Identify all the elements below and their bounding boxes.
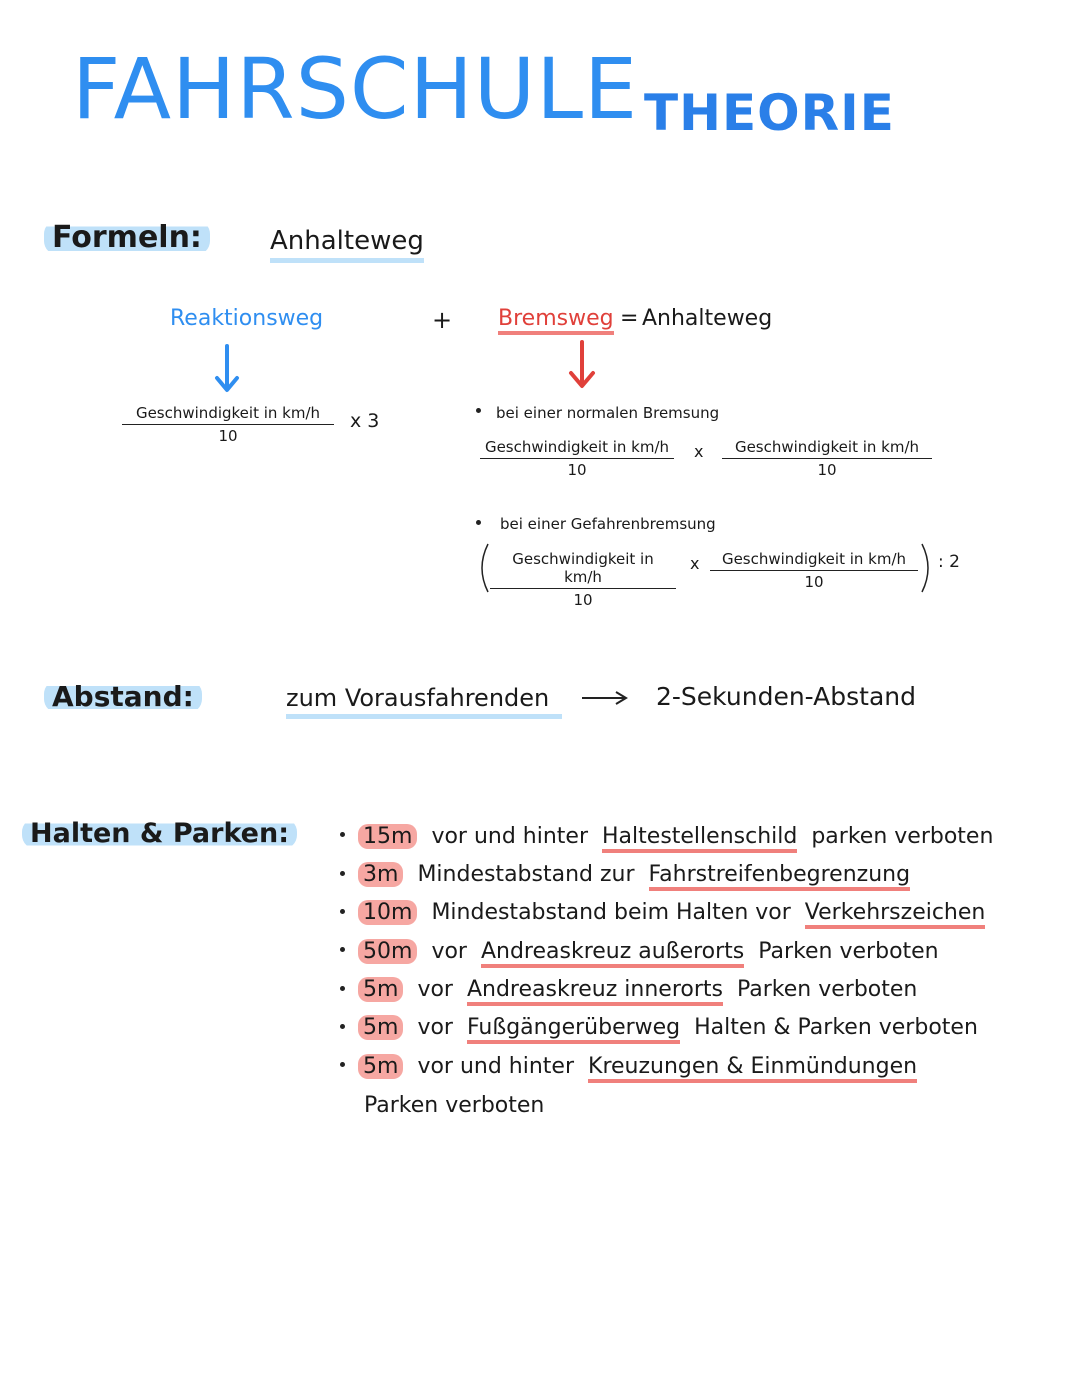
bullet [340,986,345,991]
arrow-right-icon [580,688,632,708]
abstand-result: 2-Sekunden-Abstand [656,682,916,711]
arrow-down-red-icon [566,340,598,392]
fraction-numerator: Geschwindigkeit in km/h [122,404,334,425]
arrow-down-blue-icon [212,344,242,396]
page-subtitle: THEORIE [644,84,895,142]
bullet [340,947,345,952]
fraction-denominator: 10 [804,573,824,591]
reaktion-factor: x 3 [350,410,380,432]
normal-fraction-1 [480,438,674,479]
gefahr-fraction-1 [490,550,676,609]
list-item: 3m Mindestabstand zur Fahrstreifenbegrenzung [358,862,910,887]
section-label-halten-parken: Halten & Parken: [22,818,297,849]
list-item: 5m vor und hinter Kreuzungen & Einmündungen [358,1054,917,1079]
key-term: Fahrstreifenbegrenzung [649,862,911,891]
fraction-numerator: Geschwindigkeit in km/h [480,438,674,459]
paren-close-icon [918,542,934,594]
list-item-continuation: Parken verboten [364,1093,545,1118]
gefahr-fraction-2 [710,550,918,591]
list-item: 5m vor Andreaskreuz innerorts Parken verboten [358,977,917,1002]
divide-by-two: : 2 [938,552,960,572]
plus-sign: + [432,306,453,334]
bullet [340,832,345,837]
distance-badge: 5m [358,1015,403,1040]
times-sign: x [694,442,704,461]
anhalteweg-label: Anhalteweg [642,306,773,331]
fraction-denominator: 10 [817,461,837,479]
bremsweg-label: Bremsweg [498,306,614,335]
bullet [476,520,481,525]
key-term: Kreuzungen & Einmündungen [588,1054,917,1083]
key-term: Andreaskreuz außerorts [481,939,744,968]
fraction-denominator: 10 [218,427,238,445]
key-term: Haltestellenschild [602,824,797,853]
fraction-numerator: Geschwindigkeit in km/h [722,438,932,459]
normal-bremsung-label: bei einer normalen Bremsung [496,404,720,422]
normal-fraction-2 [722,438,932,479]
key-term: Verkehrszeichen [805,900,986,929]
reaktion-fraction [122,404,334,445]
key-term: Fußgängerüberweg [467,1015,680,1044]
gefahrenbremsung-label: bei einer Gefahrenbremsung [500,515,716,533]
list-item: 50m vor Andreaskreuz außerorts Parken verboten [358,939,939,964]
distance-badge: 5m [358,1054,403,1079]
key-term: Andreaskreuz innerorts [467,977,723,1006]
distance-badge: 50m [358,939,417,964]
fraction-denominator: 10 [573,591,593,609]
list-item: 5m vor Fußgängerüberweg Halten & Parken verboten [358,1015,978,1040]
list-item: 15m vor und hinter Haltestellenschild parken verboten [358,824,993,849]
bullet [340,871,345,876]
distance-badge: 15m [358,824,417,849]
list-item: 10m Mindestabstand beim Halten vor Verkehrszeichen [358,900,985,925]
page-title: FAHRSCHULE [72,40,639,138]
distance-badge: 5m [358,977,403,1002]
section-label-abstand: Abstand: [44,680,202,713]
reaktionsweg-label: Reaktionsweg [170,306,324,331]
section-label-formeln: Formeln: [44,220,210,255]
bullet [340,1024,345,1029]
fraction-denominator: 10 [567,461,587,479]
times-sign: x [690,554,700,573]
bullet [476,408,481,413]
fraction-numerator: Geschwindigkeit in km/h [490,550,676,589]
fraction-numerator: Geschwindigkeit in km/h [710,550,918,571]
distance-badge: 3m [358,862,403,887]
bullet [340,909,345,914]
abstand-text: zum Vorausfahrenden [286,684,562,719]
formeln-heading: Anhalteweg [270,226,424,263]
equals-sign: = [620,306,639,331]
bullet [340,1062,345,1067]
distance-badge: 10m [358,900,417,925]
